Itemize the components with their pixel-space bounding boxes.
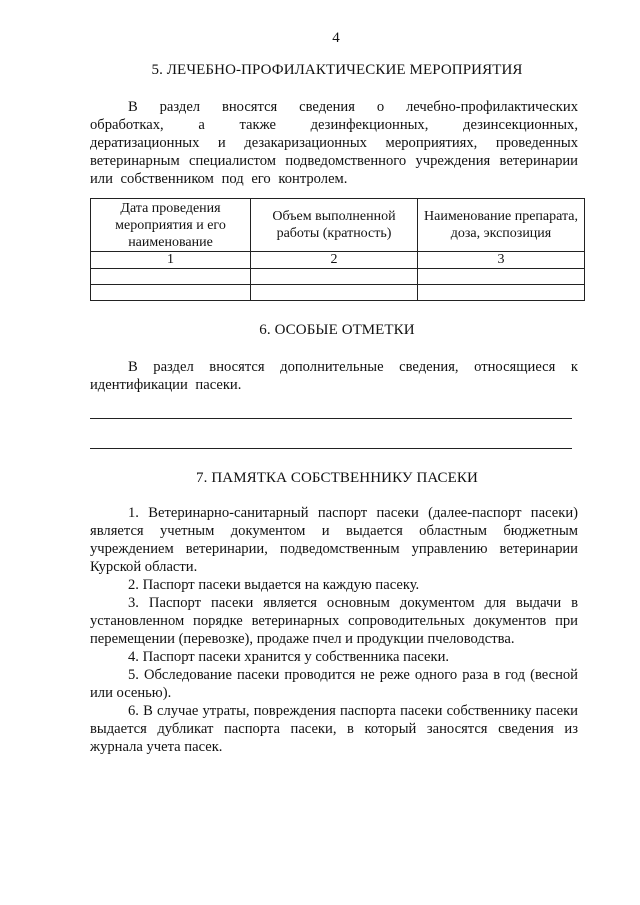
page-number: 4 [332,30,340,46]
table-cell [418,285,585,301]
memo-item [90,648,578,666]
section6-intro-text: В раздел вносятся дополнительные сведения, относящиеся к идентификации пасеки. [90,359,578,393]
table-number-row [91,252,585,269]
table-header-row [91,199,585,252]
memo-item-text: 1. Ветеринарно-санитарный паспорт пасеки (далее-паспорт пасеки) является учетным документом и выдается областным бюджетным учреждением ветеринарии, подведомственным управлению ветеринарии Курской области. [90,505,578,575]
section5-intro-text: В раздел вносятся сведения о лечебно-профилактических обработках, а также дезинфекционных, дезинсекционных, дератизационных и дезакаризационных мероприятиях, проведенных ветеринарным специалистом подведомственного учреждения ветеринарии или собственником под его контролем. [90,99,578,187]
memo-item-text: 3. Паспорт пасеки является основным документом для выдачи в установленном порядке ветеринарных сопроводительных документов при перемещении (перевозке), продаже пчел и продукции пчеловодства. [90,595,578,647]
memo-item [90,702,578,756]
memo-item [90,666,578,702]
section6-title: 6. ОСОБЫЕ ОТМЕТКИ [259,322,415,338]
blank-line [90,418,572,419]
memo-item-text: 4. Паспорт пасеки хранится у собственника пасеки. [128,649,450,665]
memo-item-text: 2. Паспорт пасеки выдается на каждую пасеку. [128,577,420,593]
measures-table [90,198,585,301]
table-cell [418,269,585,285]
memo-item-text: 5. Обследование пасеки проводится не реже одного раза в год (весной или осенью). [90,667,578,701]
table-row [91,269,585,285]
table-header-date: Дата проведения мероприятия и его наименование [91,199,251,252]
memo-item [90,594,578,648]
table-col-number: 1 [91,252,251,269]
table-header-preparation: Наименование препарата, доза, экспозиция [418,199,585,252]
table-cell [91,269,251,285]
memo-item-text: 6. В случае утраты, повреждения паспорта пасеки собственнику пасеки выдается дубликат паспорта пасеки, в который заносятся сведения из журнала учета пасек. [90,703,578,755]
section5-title: 5. ЛЕЧЕБНО-ПРОФИЛАКТИЧЕСКИЕ МЕРОПРИЯТИЯ [151,62,523,78]
table-cell [251,269,418,285]
table-header-volume: Объем выполненной работы (кратность) [251,199,418,252]
table-col-number: 3 [418,252,585,269]
table-col-number: 2 [251,252,418,269]
memo-item [90,576,578,594]
table-cell [251,285,418,301]
section5-intro [90,98,578,188]
section7-title: 7. ПАМЯТКА СОБСТВЕННИКУ ПАСЕКИ [196,470,478,486]
memo-item [90,504,578,576]
section6-intro [90,358,578,394]
table-cell [91,285,251,301]
blank-line [90,448,572,449]
table-row [91,285,585,301]
